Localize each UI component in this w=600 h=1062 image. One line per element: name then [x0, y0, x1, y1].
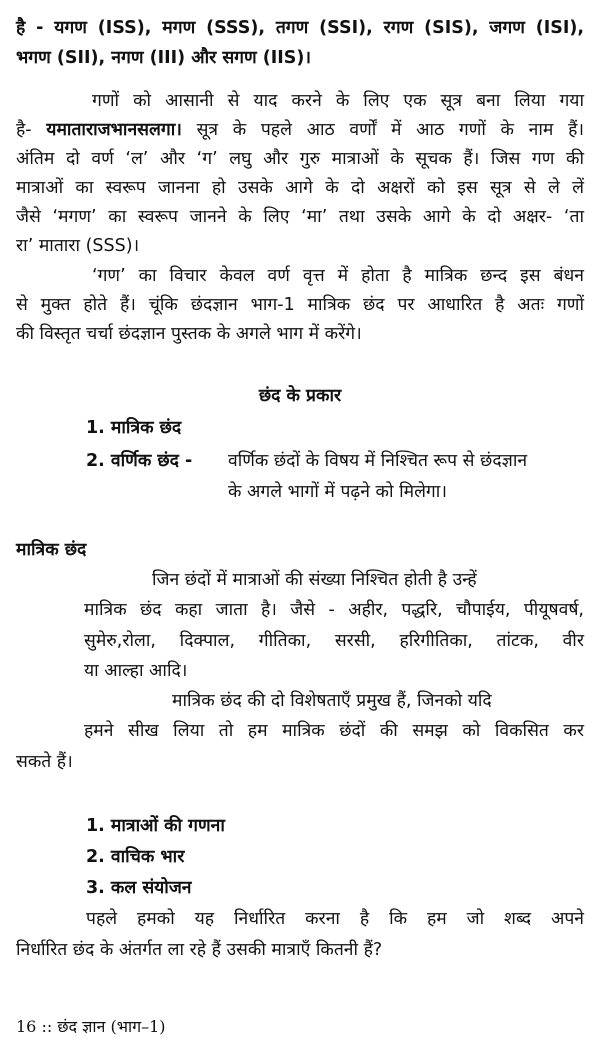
para1-line-2-prefix: है-: [16, 120, 47, 140]
para1-line-2: [16, 118, 584, 142]
para1-line-4: मात्राओं का स्वरूप जानना हो उसके आगे के दो अक्षरों को इस सूत्र से ले लें: [16, 178, 584, 198]
closing-line-1: पहले हमको यह निर्धारित करना है कि हम जो शब्द अपने: [86, 909, 584, 929]
matrik-para1-line-2: मात्रिक छंद कहा जाता है। जैसे - अहीर, पद्धरि, चौपाईय, पीयूषवर्ष,: [84, 600, 584, 620]
para2-line-1: ‘गण’ का विचार केवल वर्ण वृत्त में होता है मात्रिक छन्द इस बंधन: [92, 266, 584, 286]
para1-line-5: जैसे ‘मगण’ का स्वरूप जानने के लिए ‘मा’ तथा उसके आगे के दो अक्षर- ‘ता: [16, 207, 584, 227]
page-footer: 16 :: छंद ज्ञान (भाग–1): [16, 1017, 166, 1036]
section-heading-types: छंद के प्रकार: [258, 386, 342, 406]
para1-line-3: अंतिम दो वर्ण ‘ल’ और ‘ग’ लघु और गुरु मात्राओं के सूचक हैं। जिस गण की: [16, 149, 584, 169]
para1-line-1: गणों को आसानी से याद करने के लिए एक सूत्र बना लिया गया: [92, 91, 584, 111]
matrik-para2-line-3: सकते हैं।: [16, 752, 73, 772]
types-item-2-label: 2. वर्णिक छंद -: [86, 451, 193, 471]
para1-line-6: रा’ मातारा (SSS)।: [16, 236, 140, 256]
section-heading-matrik: मात्रिक छंद: [16, 540, 87, 560]
para2-line-3: की विस्तृत चर्चा छंदज्ञान पुस्तक के अगले भाग में करेंगे।: [16, 324, 362, 344]
feature-item-3: 3. कल संयोजन: [86, 878, 192, 898]
gana-list-line-1: है - यगण (ISS), मगण (SSS), तगण (SSI), रगण (SIS), जगण (ISI),: [16, 18, 584, 38]
para1-line-2-rest: सूत्र के पहले आठ वर्णों में आठ गणों के नाम हैं।: [181, 120, 584, 140]
feature-item-1: 1. मात्राओं की गणना: [86, 816, 225, 836]
matrik-para2-line-1: मात्रिक छंद की दो विशेषताएँ प्रमुख हैं, जिनको यदि: [172, 691, 492, 711]
matrik-para2-line-2: हमने सीख लिया तो हम मात्रिक छंदों की समझ को विकसित कर: [84, 721, 584, 741]
matrik-para1-line-3: सुमेरु,रोला, दिक्पाल, गीतिका, सरसी, हरिगीतिका, तांटक, वीर: [84, 631, 584, 651]
types-item-2-text-line-2: के अगले भागों में पढ़ने को मिलेगा।: [228, 482, 447, 502]
types-item-1: 1. मात्रिक छंद: [86, 418, 182, 438]
gana-list-line-2: भगण (SII), नगण (III) और सगण (IIS)।: [16, 48, 312, 68]
matrik-para1-line-1: जिन छंदों में मात्राओं की संख्या निश्चित होती है उन्हें: [152, 570, 477, 590]
sutra-text: यमाताराजभानसलगा।: [46, 120, 182, 140]
feature-item-2: 2. वाचिक भार: [86, 847, 185, 867]
types-item-2-text-line-1: वर्णिक छंदों के विषय में निश्चित रूप से छंदज्ञान: [228, 451, 528, 471]
para2-line-2: से मुक्त होते हैं। चूंकि छंदज्ञान भाग-1 मात्रिक छंद पर आधारित है अतः गणों: [16, 295, 584, 315]
closing-line-2: निर्धारित छंद के अंतर्गत ला रहे हैं उसकी मात्राएँ कितनी हैं?: [16, 940, 383, 960]
matrik-para1-line-4: या आल्हा आदि।: [84, 661, 188, 681]
